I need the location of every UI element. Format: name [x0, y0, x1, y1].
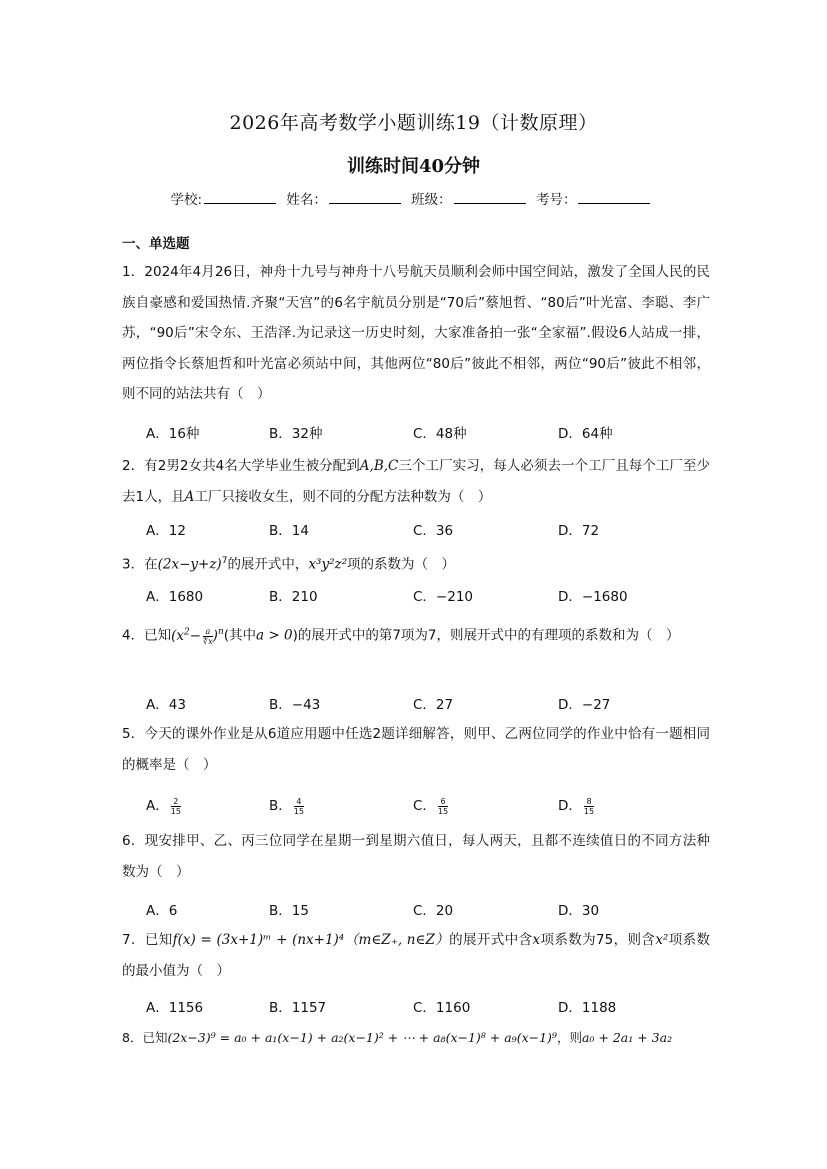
question-4: 4．已知($x^2-$ $\frac{a}{∜x}$ )$^n$(其中a > 0)的展开式中的第7项为7，则展开式中的有理项的系数和为（ ）	[122, 626, 680, 646]
option-d[interactable]: D．1188	[558, 1000, 617, 1016]
option-c[interactable]: C．48种	[413, 426, 467, 442]
question-8: 8．已知(2x−3)⁹ = a₀ + a₁(x−1) + a₂(x−1)² + ⋯ + a₈(x−1)⁸ + a₉(x−1)⁹，则a₀ + 2a₁ + 3a₂	[122, 1030, 673, 1045]
expansion-expr: (2x−y+z)	[157, 556, 222, 573]
student-info-row	[0, 188, 827, 208]
option-a[interactable]: A．1156	[146, 1000, 204, 1016]
question-1: 1．2024年4月26日，神舟十九号与神舟十八号航天员顺利会师中国空间站，激发了全国人民的民族自豪感和爱国热情.齐聚“天宫”的6名宇航员分别是“70后”蔡旭哲、“80后”叶光富、李聪、李广苏，“90后”宋令东、王浩泽.为记录这一历史时刻，大家准备拍一张“全家福”.假设6人站成一排，两位指令长蔡旭哲和叶光富必须站中间，其他两位“80后”彼此不相邻，两位“90后”彼此不相邻，则不同的站法共有（ ）	[122, 264, 710, 402]
option-d[interactable]: D．64种	[558, 426, 613, 442]
school-label: 学校:	[170, 192, 203, 208]
option-b[interactable]: B．−43	[269, 697, 321, 713]
exam-number-label: 考号：	[535, 192, 577, 208]
exam-number-blank[interactable]	[578, 191, 650, 204]
question-5: 5．今天的课外作业是从6道应用题中任选2题详细解答，则甲、乙两位同学的作业中恰有一题相同的概率是（ ）	[122, 726, 710, 773]
option-a[interactable]: A．6	[146, 903, 178, 919]
option-c[interactable]: C．−210	[413, 589, 474, 605]
expansion-expr: ($x^2-$ $\frac{a}{∜x}$ )	[171, 626, 218, 646]
option-d[interactable]: D．30	[558, 903, 600, 919]
page-subtitle: 训练时间40分钟	[346, 156, 481, 177]
identity-expr: (2x−3)⁹ = a₀ + a₁(x−1) + a₂(x−1)² + ⋯ + a₈(x−1)⁸ + a₉(x−1)⁹	[167, 1030, 557, 1045]
page-title: 2026年高考数学小题训练19（计数原理）	[229, 112, 598, 134]
option-d[interactable]: D． $\frac{8}{15}$	[558, 796, 595, 816]
option-c[interactable]: C．20	[413, 903, 454, 919]
question-6: 6．现安排甲、乙、丙三位同学在星期一到星期六值日，每人两天，且都不连续值日的不同方法种数为（ ）	[122, 833, 710, 880]
section-heading: 一、单选题	[122, 236, 190, 252]
question-2: 2．有2男2女共4名大学毕业生被分配到A,B,C三个工厂实习，每人必须去一个工厂且每个工厂至少去1人，且A工厂只接收女生，则不同的分配方法种数为（ ）	[122, 458, 711, 505]
option-b[interactable]: B．32种	[269, 426, 323, 442]
question-7-options	[146, 996, 706, 1016]
option-d[interactable]: D．−1680	[558, 589, 628, 605]
option-d[interactable]: D．72	[558, 523, 600, 539]
name-label: 姓名：	[286, 192, 327, 208]
name-blank[interactable]	[329, 191, 401, 204]
option-b[interactable]: B．14	[269, 523, 309, 539]
class-label: 班级：	[411, 192, 452, 208]
option-a[interactable]: A．43	[146, 697, 186, 713]
option-a[interactable]: A．1680	[146, 589, 204, 605]
option-a[interactable]: A．12	[146, 523, 186, 539]
option-d[interactable]: D．−27	[558, 697, 611, 713]
question-1-options	[146, 422, 706, 442]
question-3: 3．在$(2x-y+z)^7$的展开式中，x³y²z²项的系数为（ ）	[122, 556, 456, 573]
school-blank[interactable]	[204, 191, 276, 204]
class-blank[interactable]	[454, 191, 526, 204]
option-c[interactable]: C．1160	[413, 1000, 471, 1016]
question-2-options	[146, 519, 706, 539]
term-expr: x³y²z²	[308, 556, 348, 573]
function-expr: f(x) = (3x+1)ᵐ + (nx+1)⁴	[172, 932, 345, 948]
option-b[interactable]: B．1157	[269, 1000, 327, 1016]
question-6-options	[146, 899, 706, 919]
option-b[interactable]: B．210	[269, 589, 318, 605]
option-c[interactable]: C．27	[413, 697, 454, 713]
option-a[interactable]: A．16种	[146, 426, 200, 442]
option-b[interactable]: B． $\frac{4}{15}$	[269, 796, 304, 816]
question-5-options	[146, 794, 706, 814]
option-b[interactable]: B．15	[269, 903, 309, 919]
question-3-options	[146, 585, 706, 605]
question-7: 7．已知f(x) = (3x+1)ᵐ + (nx+1)⁴（m∈Z₊, n∈Z）的展开式中含x项系数为75，则含x²项系数的最小值为（ ）	[122, 932, 711, 979]
option-c[interactable]: C． $\frac{6}{15}$	[413, 796, 449, 816]
question-4-options	[146, 693, 706, 713]
option-a[interactable]: A． $\frac{2}{15}$	[146, 796, 181, 816]
option-c[interactable]: C．36	[413, 523, 454, 539]
